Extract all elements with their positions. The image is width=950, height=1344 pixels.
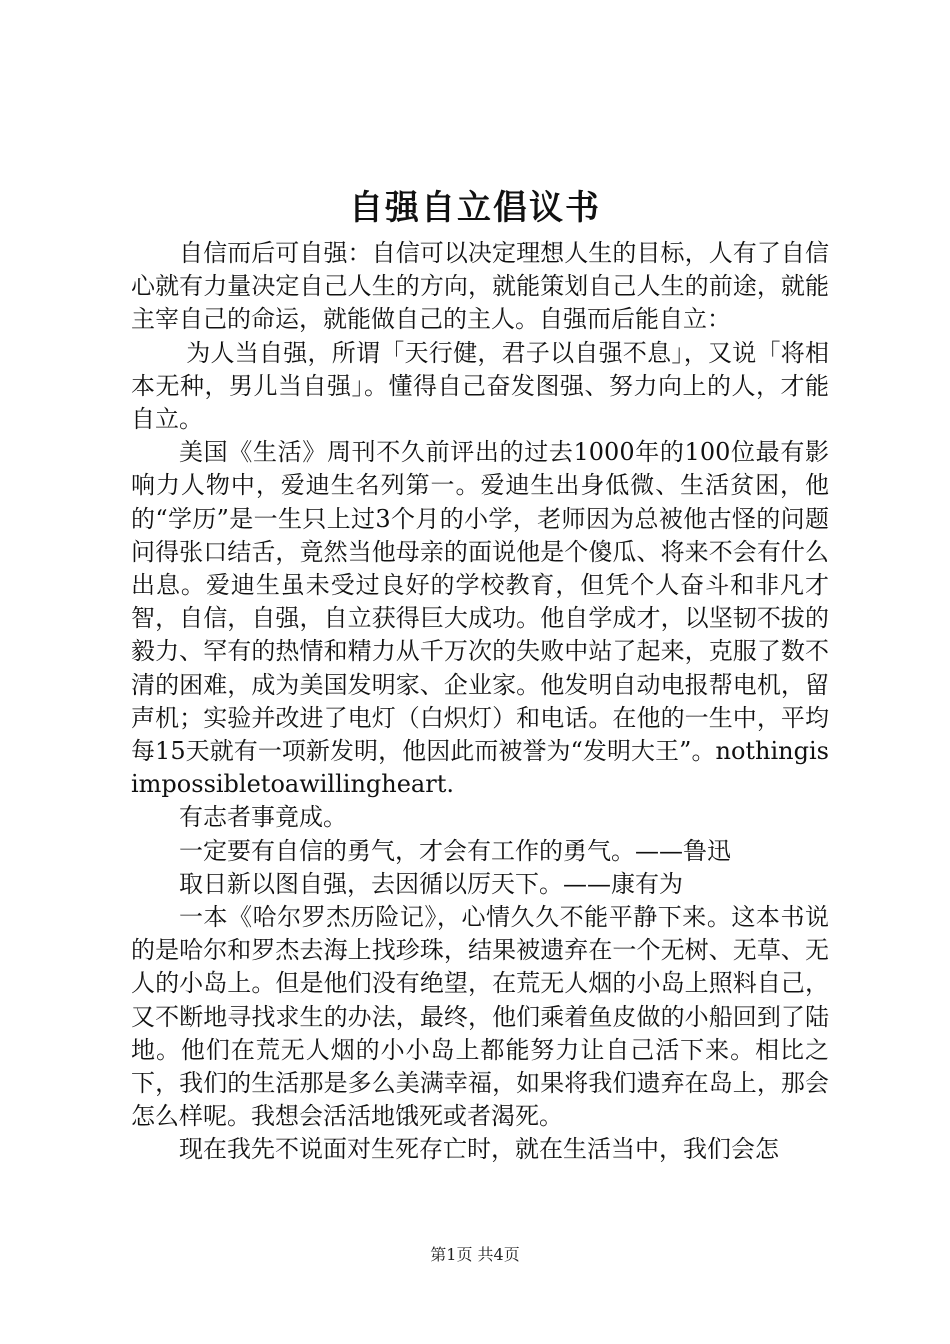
page-number-footer: 第1页 共4页 [430,1245,520,1264]
paragraph-book-review: 一本《哈尔罗杰历险记》，心情久久不能平静下来。这本书说的是哈尔和罗杰去海上找珍珠，结果被遗弃在一个无树、无草、无人的小岛上。但是他们没有绝望，在荒无人烟的小岛上照料自己，又不断地寻找求生的办法，最终，他们乘着鱼皮做的小船回到了陆地。他们在荒无人烟的小小岛上都能努力让自己活下来。相比之下，我们的生活那是多么美满幸福，如果将我们遗弃在岛上，那会怎么样呢。我想会活活地饿死或者渴死。 [131,903,829,1131]
paragraph-quote-kang-youwei: 取日新以图自强，去因循以厉天下。——康有为 [179,869,683,898]
paragraph-self-strength: 为人当自强，所谓「天行健，君子以自强不息」，又说「将相本无种，男儿当自强」。懂得自己奋发图强、努力向上的人，才能自立。 [131,338,829,434]
page-title: 自强自立倡议书 [349,188,601,228]
paragraph-edison: 美国《生活》周刊不久前评出的过去1000年的100位最有影响力人物中，爱迪生名列第一。爱迪生出身低微、生活贫困，他的“学历”是一生只上过3个月的小学，老师因为总被他古怪的问题问得张口结舌，竟然当他母亲的面说他是个傻瓜、将来不会有什么出息。爱迪生虽未受过良好的学校教育，但凭个人奋斗和非凡才智，自信，自强，自立获得巨大成功。他自学成才，以坚韧不拔的毅力、罕有的热情和精力从千万次的失败中站了起来，克服了数不清的困难，成为美国发明家、企业家。他发明自动电报帮电机，留声机；实验并改进了电灯（白炽灯）和电话。在他的一生中，平均每15天就有一项新发明，他因此而被誉为“发明大王”。nothingisimpossibletoawillingheart. [131,438,829,799]
paragraph-self-confidence: 自信而后可自强：自信可以决定理想人生的目标，人有了自信心就有力量决定自己人生的方向，就能策划自己人生的前途，就能主宰自己的命运，就能做自己的主人。自强而后能自立： [131,239,829,334]
paragraph-quote-lu-xun: 一定要有自信的勇气，才会有工作的勇气。——鲁迅 [179,836,731,865]
paragraph-proverb: 有志者事竟成。 [179,803,347,832]
document-body [131,237,829,1167]
paragraph-closing: 现在我先不说面对生死存亡时，就在生活当中，我们会怎 [179,1135,779,1164]
